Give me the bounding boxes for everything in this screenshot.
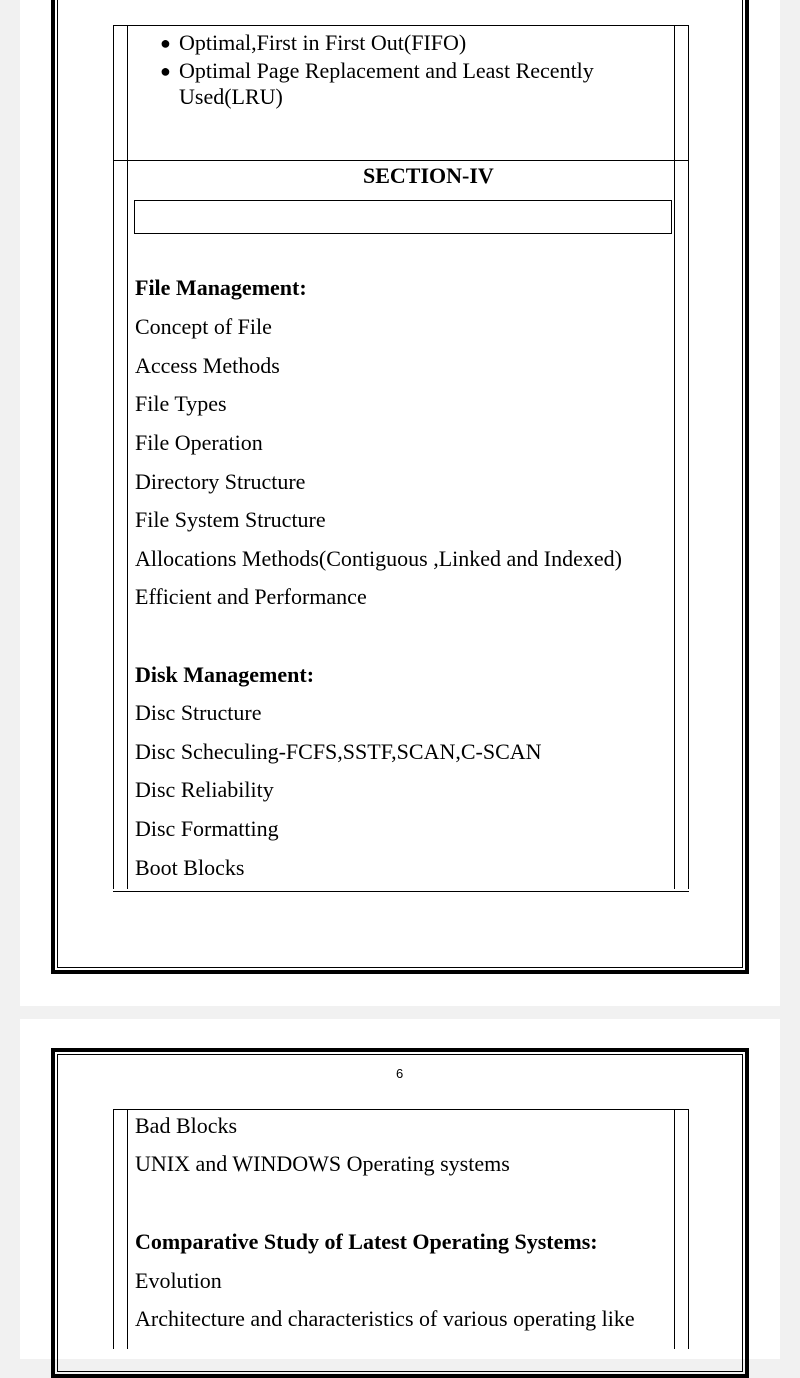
table-bottom-border xyxy=(113,891,689,892)
page-number: 6 xyxy=(396,1066,404,1081)
file-management-item: Concept of File xyxy=(135,314,272,339)
disk-management-item: Disc Reliability xyxy=(135,777,274,802)
bullet-item-lru-continued: Used(LRU) xyxy=(179,84,283,109)
table-top-border xyxy=(113,1109,689,1110)
empty-text-box xyxy=(134,200,672,234)
bullet-item-fifo: Optimal,First in First Out(FIFO) xyxy=(179,30,467,55)
table-left-inner-border xyxy=(127,25,128,889)
table-row-divider xyxy=(113,160,689,161)
comparative-study-item: Evolution xyxy=(135,1268,222,1293)
table-right-border xyxy=(688,1109,689,1349)
bullet-item-lru: Optimal Page Replacement and Least Recently xyxy=(179,58,594,83)
file-management-item: Access Methods xyxy=(135,353,280,378)
bullet-marker: ● xyxy=(160,61,171,81)
topic-item: Bad Blocks xyxy=(135,1113,238,1138)
file-management-item: File System Structure xyxy=(135,507,326,532)
disk-management-heading: Disk Management: xyxy=(135,662,315,687)
table-right-border xyxy=(688,25,689,889)
file-management-item: File Operation xyxy=(135,430,263,455)
disk-management-item: Disc Scheculing-FCFS,SSTF,SCAN,C-SCAN xyxy=(135,739,542,764)
file-management-heading: File Management: xyxy=(135,275,307,300)
disk-management-item: Boot Blocks xyxy=(135,855,245,880)
document-page-1 xyxy=(20,0,780,1006)
table-left-border xyxy=(113,25,114,889)
file-management-item: Directory Structure xyxy=(135,469,306,494)
table-right-inner-border xyxy=(674,25,675,889)
table-left-inner-border xyxy=(127,1109,128,1349)
document-page-2 xyxy=(20,1019,780,1359)
table-top-border xyxy=(113,25,689,26)
section-heading: SECTION-IV xyxy=(363,163,494,188)
disk-management-item: Disc Structure xyxy=(135,700,262,725)
comparative-study-heading: Comparative Study of Latest Operating Systems: xyxy=(135,1229,598,1254)
topic-item: UNIX and WINDOWS Operating systems xyxy=(135,1151,510,1176)
file-management-item: Allocations Methods(Contiguous ,Linked and Indexed) xyxy=(135,546,622,571)
table-right-inner-border xyxy=(674,1109,675,1349)
file-management-item: File Types xyxy=(135,391,227,416)
table-left-border xyxy=(113,1109,114,1349)
comparative-study-item: Architecture and characteristics of various operating like xyxy=(135,1306,635,1331)
disk-management-item: Disc Formatting xyxy=(135,816,279,841)
file-management-item: Efficient and Performance xyxy=(135,584,367,609)
bullet-marker: ● xyxy=(160,33,171,53)
